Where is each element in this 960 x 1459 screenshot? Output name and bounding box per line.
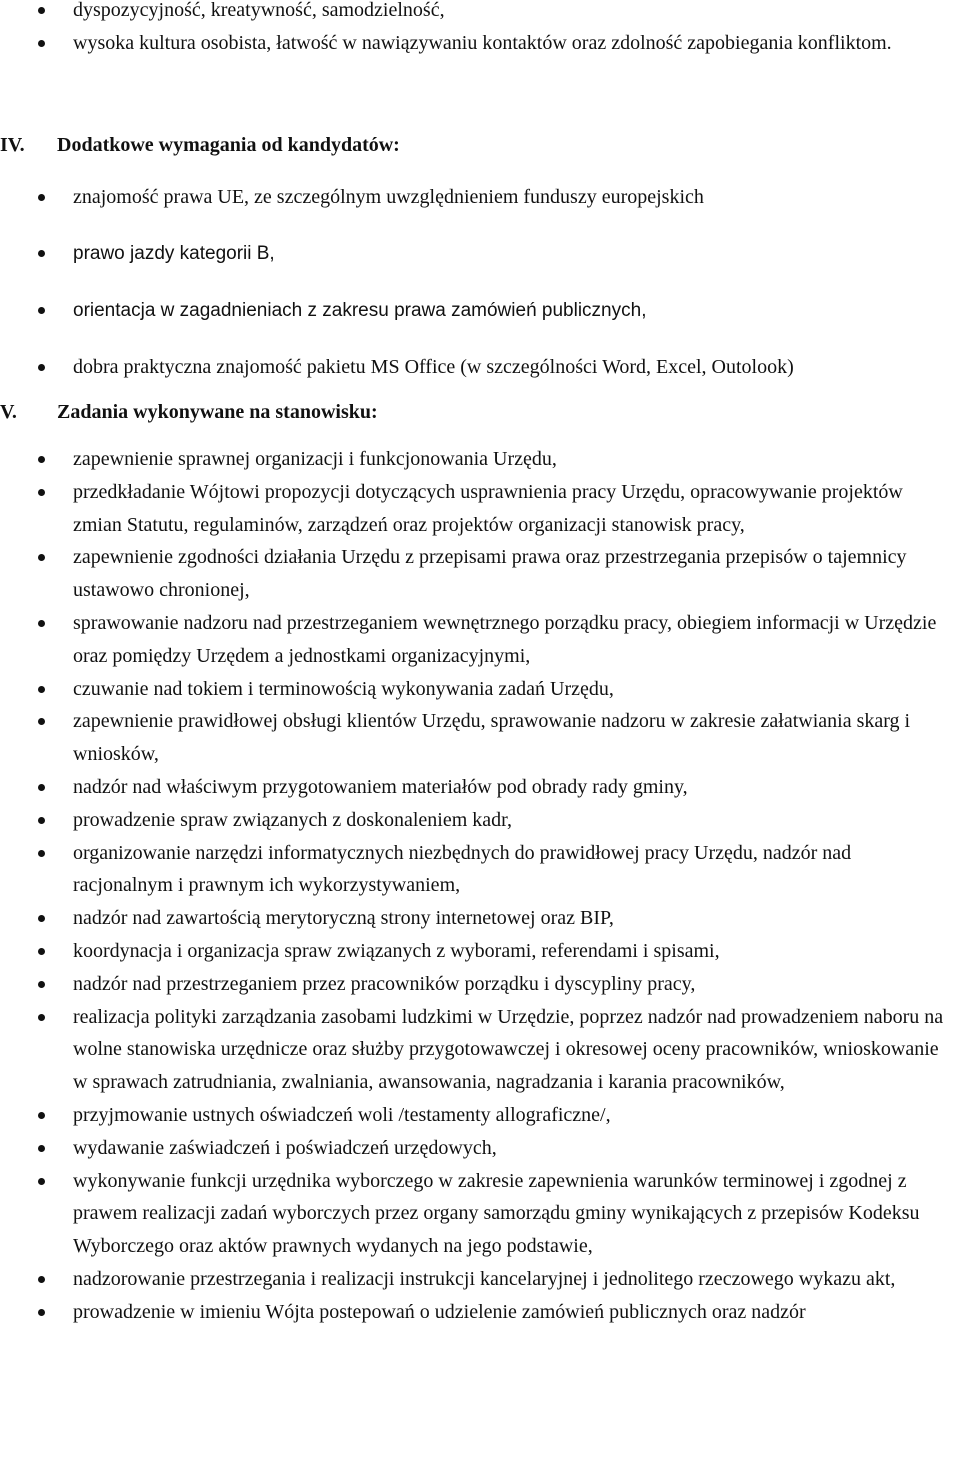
list-item: dyspozycyjność, kreatywność, samodzielność,: [0, 0, 960, 27]
previous-requirements-list: [0, 0, 960, 60]
list-item: przyjmowanie ustnych oświadczeń woli /testamenty allograficzne/,: [0, 1099, 960, 1132]
list-item: nadzorowanie przestrzegania i realizacji instrukcji kancelaryjnej i jednolitego rzeczowego wykazu akt,: [0, 1263, 960, 1296]
list-item: nadzór nad właściwym przygotowaniem materiałów pod obrady rady gminy,: [0, 771, 960, 804]
bullet-icon: [38, 364, 45, 371]
bullet-icon: [38, 981, 45, 988]
list-item: wykonywanie funkcji urzędnika wyborczego w zakresie zapewnienia warunków terminowej i zgodnej z prawem realizacji zadań wyborczych przez organy samorządu gminy wynikających z przepisów Kodeksu Wyborczego oraz aktów prawnych wydanych na jego podstawie,: [0, 1165, 960, 1263]
section-iv-title: Dodatkowe wymagania od kandydatów:: [57, 134, 400, 156]
list-item: znajomość prawa UE, ze szczególnym uwzględnieniem funduszy europejskich: [0, 180, 960, 214]
bullet-icon: [38, 686, 45, 693]
list-item: nadzór nad przestrzeganiem przez pracowników porządku i dyscypliny pracy,: [0, 968, 960, 1001]
bullet-icon: [38, 1178, 45, 1185]
list-item: zapewnienie zgodności działania Urzędu z przepisami prawa oraz przestrzegania przepisów o tajemnicy ustawowo chronionej,: [0, 541, 960, 607]
bullet-icon: [38, 250, 45, 257]
bullet-icon: [38, 1112, 45, 1119]
bullet-icon: [38, 554, 45, 561]
list-item: prawo jazdy kategorii B,: [0, 236, 960, 271]
bullet-icon: [38, 915, 45, 922]
list-item: wydawanie zaświadczeń i poświadczeń urzędowych,: [0, 1132, 960, 1165]
list-item: orientacja w zagadnieniach z zakresu prawa zamówień publicznych,: [0, 293, 960, 328]
bullet-icon: [38, 850, 45, 857]
bullet-icon: [38, 817, 45, 824]
list-item: czuwanie nad tokiem i terminowością wykonywania zadań Urzędu,: [0, 673, 960, 706]
bullet-icon: [38, 718, 45, 725]
section-v-number: V.: [0, 401, 17, 423]
bullet-icon: [38, 456, 45, 463]
list-item: zapewnienie sprawnej organizacji i funkcjonowania Urzędu,: [0, 443, 960, 476]
bullet-icon: [38, 1145, 45, 1152]
duties-list: [0, 443, 960, 1329]
list-item: prowadzenie spraw związanych z doskonaleniem kadr,: [0, 804, 960, 837]
bullet-icon: [38, 307, 45, 314]
list-item: przedkładanie Wójtowi propozycji dotyczących usprawnienia pracy Urzędu, opracowywanie projektów zmian Statutu, regulaminów, zarządzeń oraz projektów organizacji stanowisk pracy,: [0, 476, 960, 542]
list-item: sprawowanie nadzoru nad przestrzeganiem wewnętrznego porządku pracy, obiegiem informacji w Urzędzie oraz pomiędzy Urzędem a jednostkami organizacyjnymi,: [0, 607, 960, 673]
list-item: nadzór nad zawartością merytoryczną strony internetowej oraz BIP,: [0, 902, 960, 935]
list-item: zapewnienie prawidłowej obsługi klientów Urzędu, sprawowanie nadzoru w zakresie załatwiania skarg i wniosków,: [0, 705, 960, 771]
bullet-icon: [38, 1309, 45, 1316]
list-item: koordynacja i organizacja spraw związanych z wyborami, referendami i spisami,: [0, 935, 960, 968]
additional-requirements-list: [0, 180, 960, 384]
list-item: wysoka kultura osobista, łatwość w nawiązywaniu kontaktów oraz zdolność zapobiegania konfliktom.: [0, 27, 960, 60]
list-item: organizowanie narzędzi informatycznych niezbędnych do prawidłowej pracy Urzędu, nadzór nad racjonalnym i prawnym ich wykorzystywaniem,: [0, 837, 960, 903]
bullet-icon: [38, 948, 45, 955]
section-v-title: Zadania wykonywane na stanowisku:: [57, 401, 378, 423]
list-item: dobra praktyczna znajomość pakietu MS Office (w szczególności Word, Excel, Outolook): [0, 350, 960, 384]
bullet-icon: [38, 1276, 45, 1283]
list-item: prowadzenie w imieniu Wójta postepowań o udzielenie zamówień publicznych oraz nadzór: [0, 1296, 960, 1329]
bullet-icon: [38, 489, 45, 496]
bullet-icon: [38, 620, 45, 627]
section-iv-number: IV.: [0, 134, 25, 156]
list-item: realizacja polityki zarządzania zasobami ludzkimi w Urzędzie, poprzez nadzór nad prowadzeniem naboru na wolne stanowiska urzędnicze oraz służby przygotowawczej i okresowej oceny pracowników, wnioskowanie w sprawach zatrudniania, zwalniania, awansowania, nagradzania i karania pracowników,: [0, 1001, 960, 1099]
bullet-icon: [38, 784, 45, 791]
bullet-icon: [38, 7, 45, 14]
bullet-icon: [38, 40, 45, 47]
bullet-icon: [38, 1014, 45, 1021]
bullet-icon: [38, 194, 45, 201]
